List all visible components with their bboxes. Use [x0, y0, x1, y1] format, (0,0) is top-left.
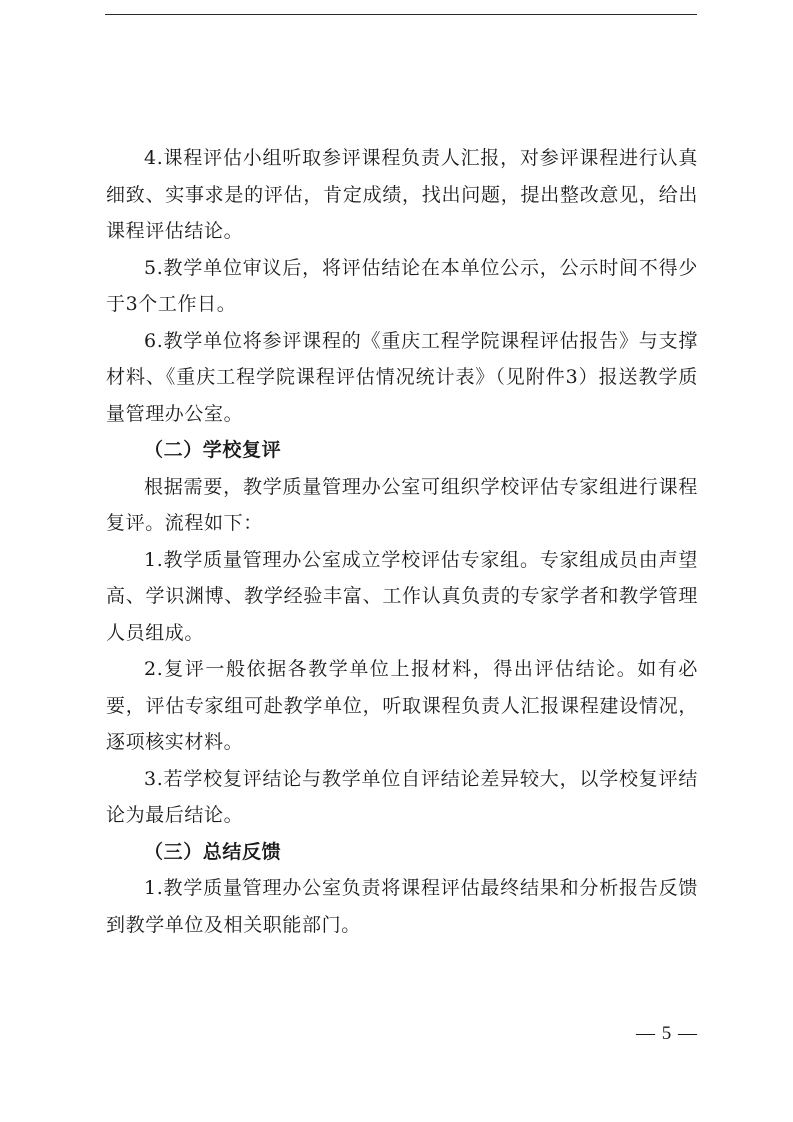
paragraph-step-4: 4.课程评估小组听取参评课程负责人汇报，对参评课程进行认真细致、实事求是的评估，肯定成绩，找出问题，提出整改意见，给出课程评估结论。: [106, 147, 698, 242]
document-body: [106, 140, 698, 943]
paragraph-review-intro: 根据需要，教学质量管理办公室可组织学校评估专家组进行课程复评。流程如下：: [106, 475, 698, 534]
paragraph-review-step-3: 3.若学校复评结论与教学单位自评结论差异较大，以学校复评结论为最后结论。: [106, 767, 698, 826]
paragraph-step-5: 5.教学单位审议后，将评估结论在本单位公示，公示时间不得少于3个工作日。: [106, 256, 698, 315]
section-heading-summary-feedback: （三）总结反馈: [144, 840, 282, 863]
section-heading-school-review: （二）学校复评: [144, 439, 282, 461]
paragraph-review-step-1: 1.教学质量管理办公室成立学校评估专家组。专家组成员由声望高、学识渊博、教学经验丰富、工作认真负责的专家学者和教学管理人员组成。: [106, 548, 698, 644]
paragraph-step-6: 6.教学单位将参评课程的《重庆工程学院课程评估报告》与支撑材料、《重庆工程学院课程评估情况统计表》（见附件3）报送教学质量管理办公室。: [106, 329, 698, 425]
paragraph-review-step-2: 2.复评一般依据各教学单位上报材料，得出评估结论。如有必要，评估专家组可赴教学单位，听取课程负责人汇报课程建设情况，逐项核实材料。: [106, 658, 698, 753]
header-rule: [105, 14, 697, 15]
page-number: — 5 —: [636, 1023, 698, 1044]
paragraph-feedback-step-1: 1.教学质量管理办公室负责将课程评估最终结果和分析报告反馈到教学单位及相关职能部门。: [106, 877, 698, 936]
